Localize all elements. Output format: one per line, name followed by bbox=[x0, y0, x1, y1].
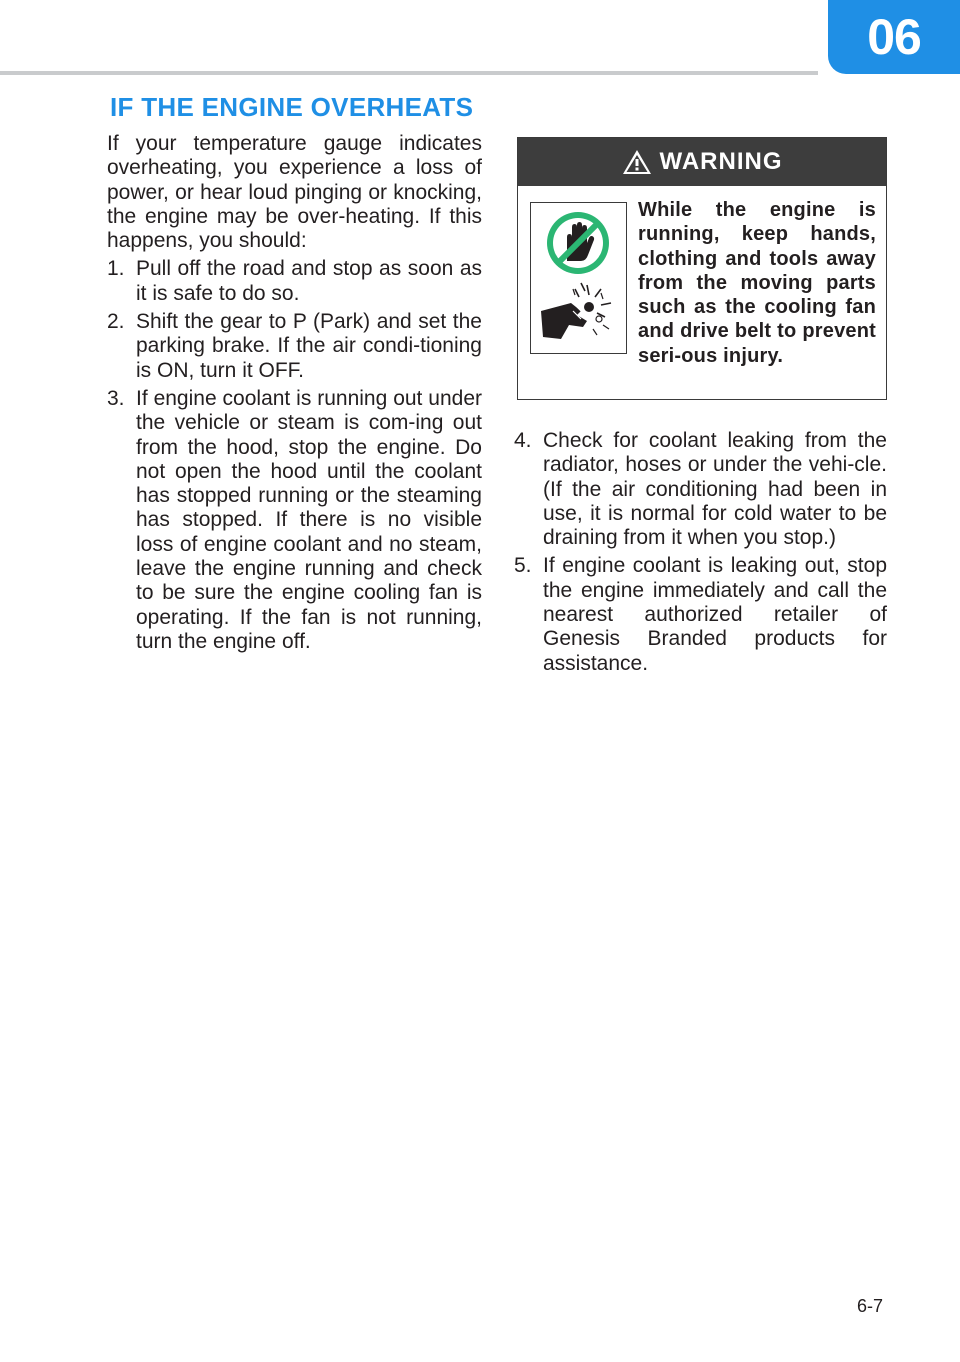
no-hand-icon bbox=[531, 203, 625, 283]
step-item bbox=[107, 310, 482, 383]
intro-paragraph: If your temperature gauge indicates overheating, you experience a loss of power, or hear loud pinging or knocking, the engine may be over-heating. If this happens, you should: bbox=[107, 132, 482, 253]
warning-illustration bbox=[530, 202, 627, 354]
warning-text: While the engine is running, keep hands, clothing and tools away from the moving parts such as the cooling fan and drive belt to prevent seri-ous injury. bbox=[638, 199, 876, 367]
step-number: 3. bbox=[107, 386, 125, 410]
fan-hand-injury-icon bbox=[531, 281, 625, 351]
warning-box bbox=[517, 137, 887, 400]
left-column bbox=[107, 132, 482, 658]
chapter-number: 06 bbox=[867, 9, 921, 65]
warning-header bbox=[518, 138, 886, 186]
step-number: 1. bbox=[107, 257, 125, 281]
section-title: IF THE ENGINE OVERHEATS bbox=[110, 92, 474, 122]
step-item bbox=[107, 387, 482, 654]
step-text: Check for coolant leaking from the radiator, hoses or under the vehi-cle. (If the air conditioning had been in use, it is normal for cold water to be draining from it when you stop.) bbox=[543, 429, 887, 550]
header-rule bbox=[0, 71, 818, 75]
step-number: 4. bbox=[514, 429, 532, 452]
step-item bbox=[514, 429, 887, 550]
step-item bbox=[107, 257, 482, 306]
steps-list-left bbox=[107, 257, 482, 654]
warning-label: WARNING bbox=[659, 148, 783, 175]
step-text: If engine coolant is running out under the vehicle or steam is com-ing out from the hood, stop the engine. Do not open the hood until the coolant has stopped running or the steaming has stopped. If there is no visible loss of engine coolant and no steam, leave the engine running and check to be sure the engine cooling fan is operating. If the fan is not running, turn the engine off. bbox=[136, 386, 482, 653]
warning-triangle-icon bbox=[622, 149, 652, 175]
step-number: 2. bbox=[107, 310, 125, 334]
right-column bbox=[514, 429, 887, 680]
steps-list-right bbox=[514, 429, 887, 676]
step-text: If engine coolant is leaking out, stop the engine immediately and call the nearest authorized retailer of Genesis Branded products for assistance. bbox=[543, 554, 887, 675]
step-text: Shift the gear to P (Park) and set the parking brake. If the air condi-tioning is ON, turn it OFF. bbox=[136, 310, 482, 382]
chapter-tab bbox=[828, 0, 960, 74]
step-item bbox=[514, 554, 887, 675]
step-number: 5. bbox=[514, 554, 532, 578]
page-number: 6-7 bbox=[857, 1296, 884, 1316]
step-text: Pull off the road and stop as soon as it is safe to do so. bbox=[136, 257, 482, 305]
